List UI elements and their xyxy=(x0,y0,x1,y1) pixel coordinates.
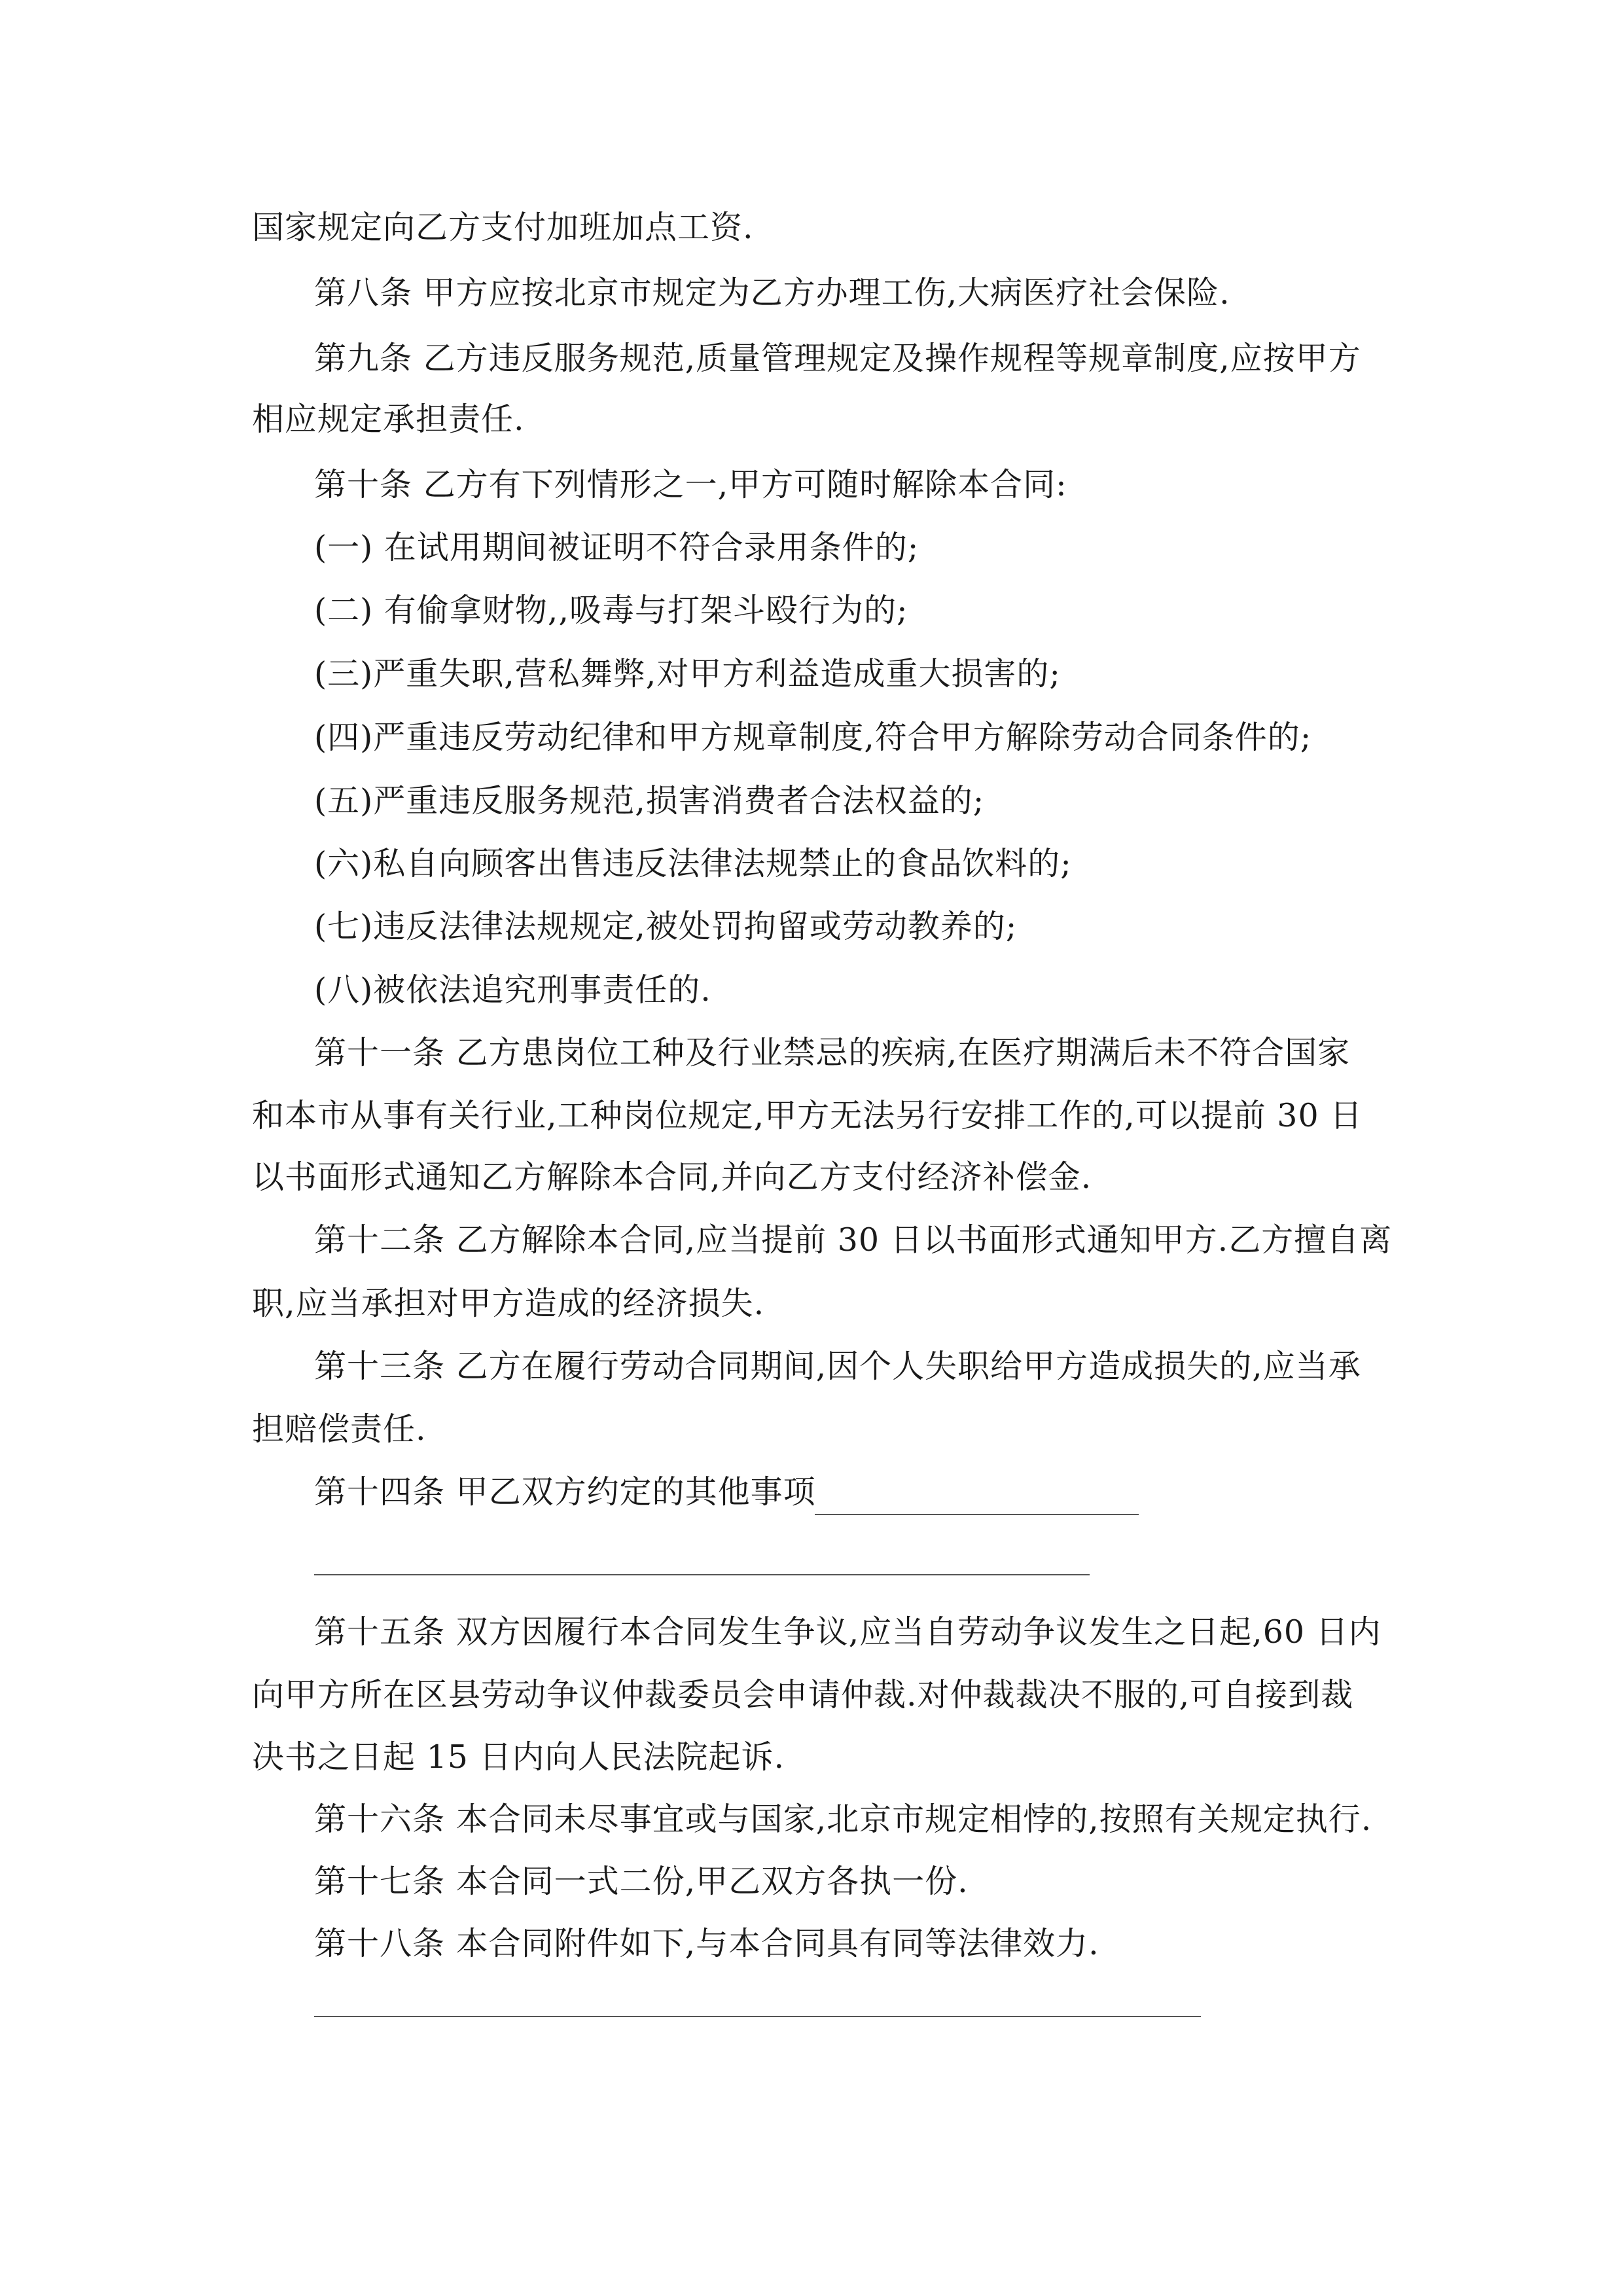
article-10: 第十条 乙方有下列情形之一,甲方可随时解除本合同: xyxy=(314,466,1067,503)
list-item: (五)严重违反服务规范,损害消费者合法权益的; xyxy=(314,782,985,819)
blank-fill-line xyxy=(314,1574,1090,1575)
text-line: 以书面形式通知乙方解除本合同,并向乙方支付经济补偿金. xyxy=(252,1158,1092,1196)
article-15: 第十五条 双方因履行本合同发生争议,应当自劳动争议发生之日起,60 日内 xyxy=(314,1613,1382,1651)
article-17: 第十七条 本合同一式二份,甲乙双方各执一份. xyxy=(314,1863,969,1900)
text-line: 国家规定向乙方支付加班加点工资. xyxy=(252,209,754,246)
text-line: 职,应当承担对甲方造成的经济损失. xyxy=(252,1285,765,1322)
text-line: 向甲方所在区县劳动争议仲裁委员会申请仲裁.对仲裁裁决不服的,可自接到裁 xyxy=(252,1676,1354,1713)
article-16: 第十六条 本合同未尽事宜或与国家,北京市规定相悖的,按照有关规定执行. xyxy=(314,1801,1372,1838)
article-14: 第十四条 甲乙双方约定的其他事项 xyxy=(314,1473,816,1511)
article-9: 第九条 乙方违反服务规范,质量管理规定及操作规程等规章制度,应按甲方 xyxy=(314,340,1361,377)
article-11: 第十一条 乙方患岗位工种及行业禁忌的疾病,在医疗期满后未不符合国家 xyxy=(314,1034,1351,1071)
article-8: 第八条 甲方应按北京市规定为乙方办理工伤,大病医疗社会保险. xyxy=(314,274,1230,312)
text-line: 相应规定承担责任. xyxy=(252,401,525,438)
text-line: 决书之日起 15 日内向人民法院起诉. xyxy=(252,1738,785,1776)
blank-fill-line xyxy=(314,2016,1201,2017)
list-item: (四)严重违反劳动纪律和甲方规章制度,符合甲方解除劳动合同条件的; xyxy=(314,719,1312,756)
article-18: 第十八条 本合同附件如下,与本合同具有同等法律效力. xyxy=(314,1925,1099,1962)
text-line: 和本市从事有关行业,工种岗位规定,甲方无法另行安排工作的,可以提前 30 日 xyxy=(252,1097,1363,1134)
text-line: 担赔偿责任. xyxy=(252,1410,427,1448)
article-12: 第十二条 乙方解除本合同,应当提前 30 日以书面形式通知甲方.乙方擅自离 xyxy=(314,1221,1393,1259)
blank-fill-line xyxy=(815,1514,1139,1515)
list-item: (六)私自向顾客出售违反法律法规禁止的食品饮料的; xyxy=(314,845,1072,882)
list-item: (三)严重失职,营私舞弊,对甲方利益造成重大损害的; xyxy=(314,655,1061,692)
list-item: (八)被依法追究刑事责任的. xyxy=(314,971,711,1009)
list-item: (二) 有偷拿财物,,吸毒与打架斗殴行为的; xyxy=(314,592,908,629)
article-13: 第十三条 乙方在履行劳动合同期间,因个人失职给甲方造成损失的,应当承 xyxy=(314,1348,1361,1385)
list-item: (七)违反法律法规规定,被处罚拘留或劳动教养的; xyxy=(314,908,1018,945)
list-item: (一) 在试用期间被证明不符合录用条件的; xyxy=(314,529,919,566)
